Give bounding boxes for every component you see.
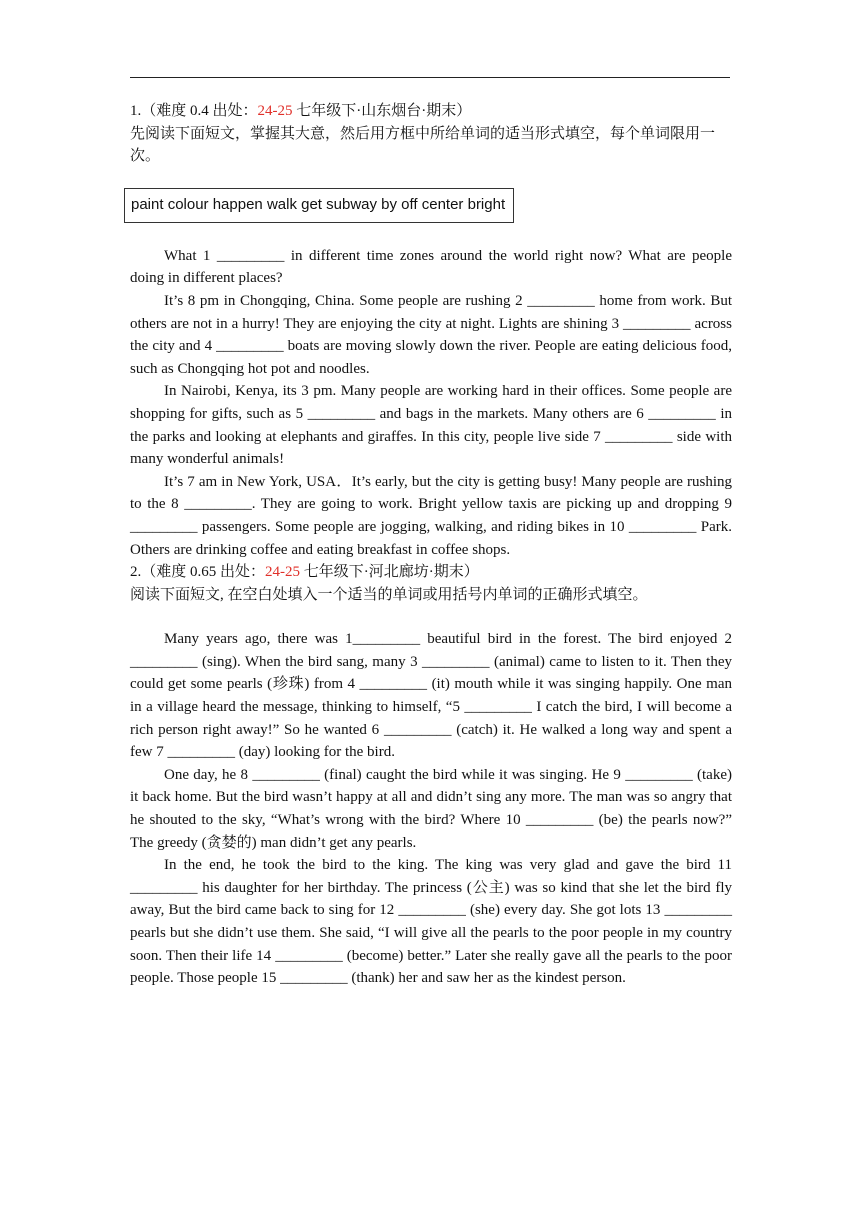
top-divider bbox=[130, 77, 730, 78]
passage-paragraph: In the end, he took the bird to the king. The king was very glad and gave the bird 11 _________ his daughter for her birthday. The princess (公主) was so kind that she let the bird fly away, But the bird came back to sing for 12 _________ (she) every day. She got lots 13 _________ pearls but she didn’t use them. She said, “I will give all the pearls to the poor people in my country soon. Then their life 14 _________ (become) better.” Later she really gave all the pearls to the poor people. Those people 15 _________ (thank) her and saw her as the kindest person. bbox=[130, 857, 732, 987]
question-meta-suffix: 七年级下·山东烟台·期末） bbox=[292, 103, 472, 119]
question-number: 1. bbox=[130, 103, 142, 119]
passage-paragraph: One day, he 8 _________ (final) caught the bird while it was singing. He 9 _________ (take) it back home. But the bird wasn’t happy at all and didn’t sing any more. The man was so angry that he shouted to the sky, “What’s wrong with the bird? Where 10 _________ (be) the pearls now?” The greedy (贪婪的) man didn’t get any pearls. bbox=[130, 766, 732, 851]
question-meta-suffix: 七年级下·河北廊坊·期末） bbox=[300, 564, 479, 581]
question-number: 2. bbox=[130, 564, 142, 581]
worksheet bbox=[130, 100, 732, 990]
word-bank-box: paint colour happen walk get subway by off center bright bbox=[124, 188, 514, 223]
passage-paragraph: Many years ago, there was 1_________ beautiful bird in the forest. The bird enjoyed 2 _________ (sing). When the bird sang, many 3 _________ (animal) came to listen to it. Then they could get some pearls (珍珠) from 4 _________ (it) mouth while it was singing happily. One man in a village heard the message, thinking to himself, “5 _________ I catch the bird, I will become a rich person right away!” So he wanted 6 _________ (catch) it. He walked a long way and spent a few 7 _________ (day) looking for the bird. bbox=[130, 631, 732, 761]
question-2-instruction: 阅读下面短文, 在空白处填入一个适当的单词或用括号内单词的正确形式填空。 bbox=[130, 586, 648, 603]
passage-paragraph: What 1 _________ in different time zones around the world right now? What are people doing in different places? bbox=[130, 247, 732, 287]
question-meta-prefix: （难度 0.65 出处： bbox=[141, 564, 266, 581]
question-2-header bbox=[130, 561, 732, 584]
passage-paragraph: In Nairobi, Kenya, its 3 pm. Many people are working hard in their offices. Some people are shopping for gifts, such as 5 _________ and bags in the markets. Many others are 6 _________ in the parks and looking at elephants and giraffes. In this city, people live side 7 _________ side with many wonderful animals! bbox=[130, 383, 732, 468]
question-1-instruction: 先阅读下面短文，掌握其大意，然后用方框中所给单词的适当形式填空，每个单词限用一次。 bbox=[130, 125, 716, 165]
question-meta-prefix: （难度 0.4 出处： bbox=[141, 103, 258, 119]
spacer bbox=[130, 606, 732, 628]
passage-paragraph: It’s 8 pm in Chongqing, China. Some people are rushing 2 _________ home from work. But others are not in a hurry! They are enjoying the city at night. Lights are shining 3 _________ across the city and 4 _________ boats are moving slowly down the river. People are eating delicious food, such as Chongqing hot pot and noodles. bbox=[130, 292, 732, 377]
passage-paragraph: It’s 7 am in New York, USA．It’s early, but the city is getting busy! Many people are rushing to the 8 _________. They are going to work. Bright yellow taxis are picking up and dropping 9 _________ passengers. Some people are jogging, walking, and riding bikes in 10 _________ Park. Others are drinking coffee and eating breakfast in coffee shops. bbox=[130, 473, 732, 558]
source-year: 24-25 bbox=[257, 103, 293, 119]
source-year: 24-25 bbox=[265, 564, 301, 581]
question-1-header bbox=[130, 100, 732, 123]
